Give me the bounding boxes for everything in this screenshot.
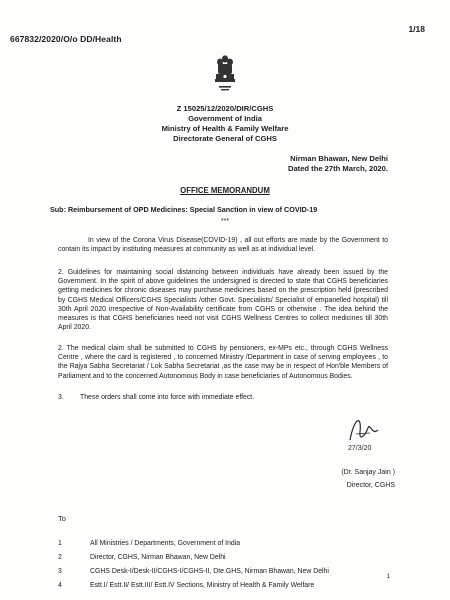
signature-icon xyxy=(344,410,388,452)
government-line: Government of India xyxy=(188,114,262,123)
recipient-item xyxy=(58,554,226,561)
separator: *** xyxy=(220,218,230,225)
document-title: OFFICE MEMORANDUM xyxy=(180,186,270,195)
office-heading xyxy=(0,104,450,144)
recipient-number: 4 xyxy=(58,582,62,589)
national-emblem-icon xyxy=(212,52,238,94)
subject-line: Sub: Reimbursement of OPD Medicines: Special Sanction in view of COVID-19 xyxy=(50,205,318,214)
signatory-name: (Dr. Sanjay Jain ) xyxy=(341,469,395,476)
directorate-line: Directorate General of CGHS xyxy=(173,134,277,143)
place-date-block xyxy=(288,154,388,174)
place: Nirman Bhawan, New Delhi xyxy=(290,154,388,163)
reference-number: Z 15025/12/2020/DIR/CGHS xyxy=(176,104,274,113)
paragraph-2: 2. Guidelines for maintaining social distancing between individuals have already been issued by the Government. In the spirit of above guidelines the undersigned is directed to state that CGHS beneficiaries getting medicines for chronic diseases may purchase medicines based on the prescription held (prescribed by CGHS Medical Officers/CGHS Specialists /other Govt. Specialists/ Specialist of empanelled hospital) till 30th April 2020 irrespective of Non-Availability certificate from CGHS or otherwise . The idea behind the measures is that CGHS beneficiaries need not visit CGHS Wellness Centres to collect medicines till 30th April 2020. xyxy=(58,269,388,332)
paragraph-4-text: These orders shall come into force with immediate effect. xyxy=(80,394,255,401)
recipient-number: 3 xyxy=(58,568,62,575)
page-number: 1 xyxy=(386,574,390,580)
date: Dated the 27th March, 2020. xyxy=(287,164,388,173)
paragraph-4 xyxy=(58,393,388,402)
paragraph-1: In view of the Corona Virus Disease(COVID-19) , all out efforts are made by the Government to contain its impact by instituting measures at community as well as at individual level. xyxy=(58,237,388,254)
recipient-item xyxy=(58,568,329,575)
recipient-text: Estt.I/ Estt.II/ Estt.III/ Estt.IV Sections, Ministry of Health & Family Welfare xyxy=(90,582,315,589)
recipient-text: CGHS Desk-I/Desk-II/CGHS-I/CGHS-II, Dte.GHS, Nirman Bhawan, New Delhi xyxy=(90,568,329,575)
signature-date: 27/3/20 xyxy=(348,445,372,452)
recipient-number: 1 xyxy=(58,540,62,547)
signatory-designation: Director, CGHS xyxy=(346,482,395,489)
recipient-item xyxy=(58,540,240,547)
to-label: To xyxy=(58,514,66,523)
ministry-line: Ministry of Health & Family Welfare xyxy=(161,124,289,133)
page-indicator: 1/18 xyxy=(408,24,425,34)
paragraph-3: 2. The medical claim shall be submitted to CGHS by pensioners, ex-MPs etc., through CGHS Wellness Centre , where the card is registered , to concerned Ministry /Department in case of serving employees , to the Rajya Sabha Secretariat / Lok Sabha Secretariat ,as the case may be in respect of Hon'ble Members of Parliament and to the concerned Autonomous Body in case beneficiaries of Autonomous Bodies. xyxy=(58,345,388,380)
recipient-number: 2 xyxy=(58,554,62,561)
recipient-item xyxy=(58,582,314,589)
signatory-block xyxy=(341,466,395,492)
file-reference: 667832/2020/O/o DD/Health xyxy=(10,34,122,44)
recipient-text: Director, CGHS, Nirman Bhawan, New Delhi xyxy=(90,554,226,561)
paragraph-4-number: 3. xyxy=(58,394,64,401)
recipient-text: All Ministries / Departments, Government of India xyxy=(90,540,241,547)
